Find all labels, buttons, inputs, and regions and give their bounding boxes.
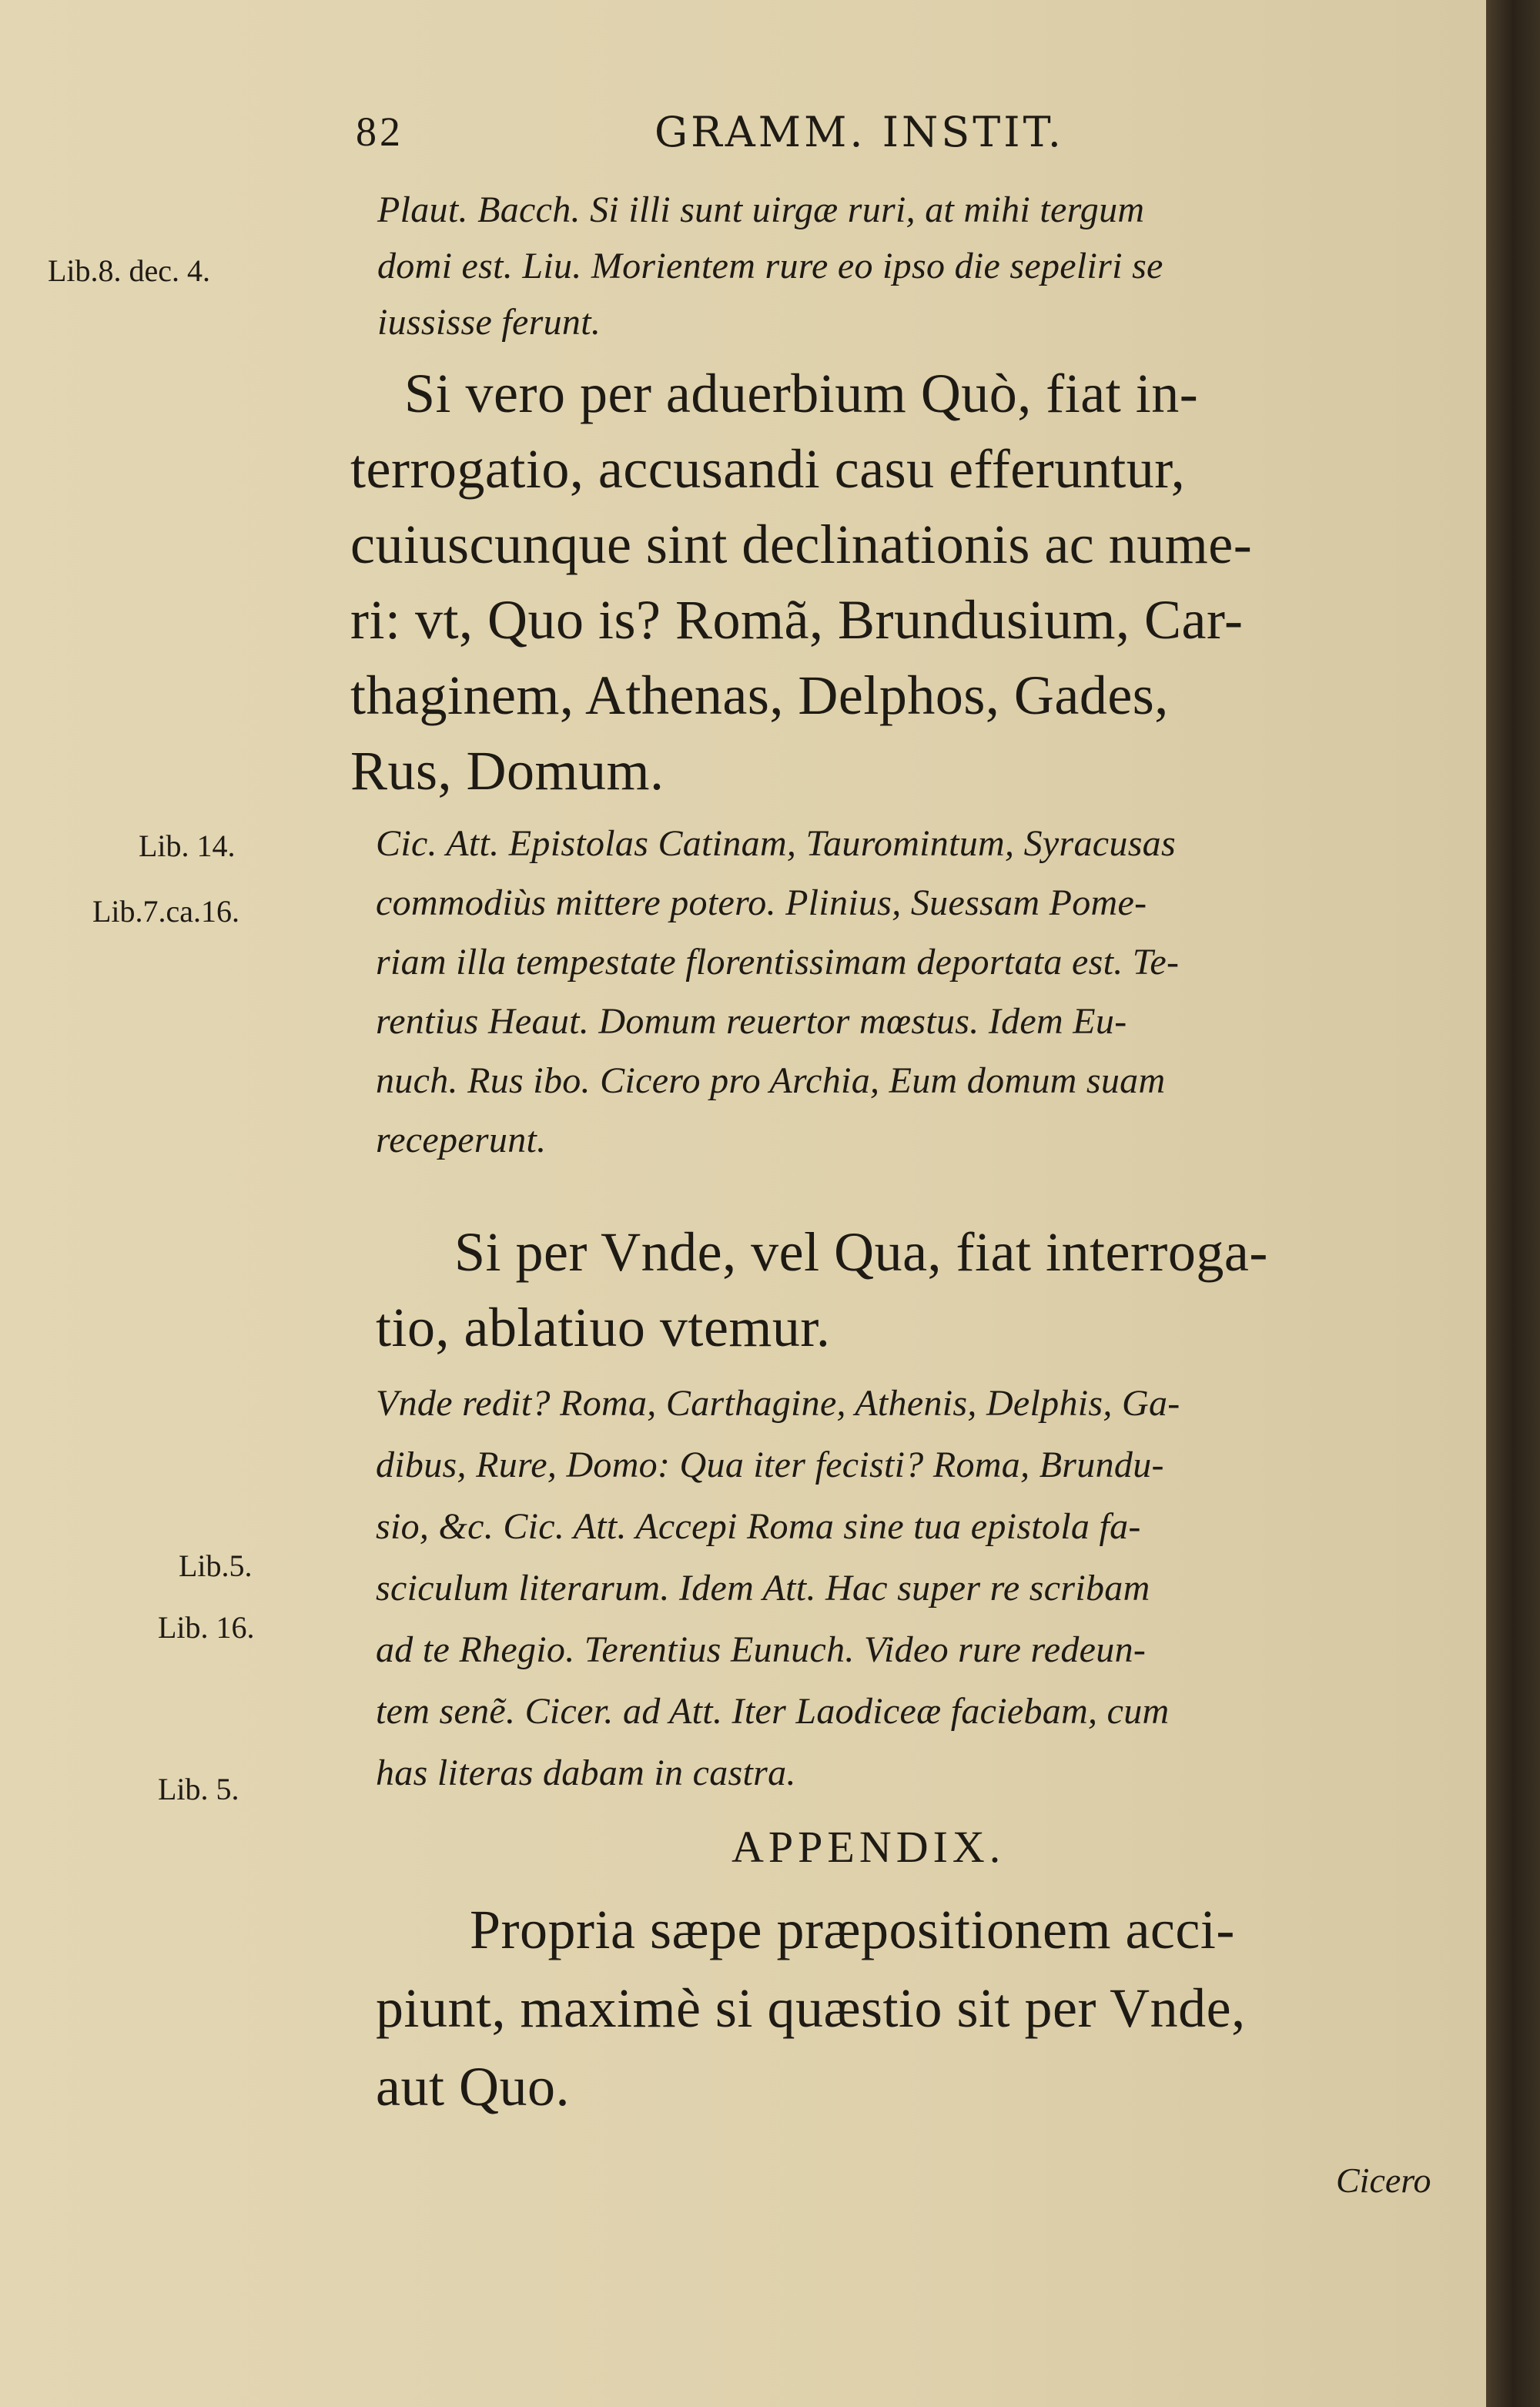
margin-note: Lib. 16. (158, 1610, 255, 1645)
body-line: thaginem, Athenas, Delphos, Gades, (350, 665, 1169, 726)
body-line: Si per Vnde, vel Qua, fiat interroga- (454, 1221, 1268, 1283)
quote-line: tem senẽ. Cicer. ad Att. Iter Laodiceæ faciebam, cum (376, 1691, 1170, 1732)
margin-note: Lib. 14. (139, 829, 236, 863)
quote-line: rentius Heaut. Domum reuertor mœstus. Idem Eu- (376, 1001, 1127, 1042)
body-line: ri: vt, Quo is? Romã, Brundusium, Car- (350, 589, 1244, 651)
running-title: GRAMM. INSTIT. (654, 108, 1064, 156)
quote-line: Plaut. Bacch. Si illi sunt uirgæ ruri, at mihi tergum (377, 189, 1145, 230)
catchword: Cicero (1336, 2161, 1431, 2200)
appendix-line: Propria sæpe præpositionem acci- (470, 1899, 1235, 1960)
quote-line: Vnde redit? Roma, Carthagine, Athenis, Delphis, Ga- (376, 1383, 1180, 1424)
body-line: Si vero per aduerbium Quò, fiat in- (404, 363, 1199, 424)
margin-note: Lib. 5. (158, 1772, 239, 1806)
quote-line: sciculum literarum. Idem Att. Hac super re scribam (376, 1568, 1150, 1609)
appendix-heading: APPENDIX. (732, 1822, 1006, 1872)
margin-note: Lib.7.ca.16. (92, 894, 240, 929)
appendix-line: piunt, maximè si quæstio sit per Vnde, (376, 1977, 1246, 2039)
body-line: tio, ablatiuo vtemur. (376, 1297, 831, 1358)
quote-line: iussisse ferunt. (377, 302, 601, 343)
book-gutter (1486, 0, 1540, 2407)
quote-line: domi est. Liu. Morientem rure eo ipso die sepeliri se (377, 246, 1163, 286)
quote-line: nuch. Rus ibo. Cicero pro Archia, Eum domum suam (376, 1060, 1166, 1101)
quote-line: ad te Rhegio. Terentius Eunuch. Video rure redeun- (376, 1629, 1147, 1670)
quote-line: Cic. Att. Epistolas Catinam, Tauromintum, Syracusas (376, 823, 1176, 864)
quote-line: receperunt. (376, 1120, 547, 1160)
quote-line: commodiùs mittere potero. Plinius, Suessam Pome- (376, 882, 1147, 923)
body-line: cuiuscunque sint declinationis ac nume- (350, 514, 1253, 575)
quote-line: has literas dabam in castra. (376, 1753, 796, 1793)
quote-line: riam illa tempestate florentissimam deportata est. Te- (376, 942, 1180, 983)
appendix-line: aut Quo. (376, 2056, 570, 2117)
quote-line: dibus, Rure, Domo: Qua iter fecisti? Roma, Brundu- (376, 1445, 1164, 1485)
quote-line: sio, &c. Cic. Att. Accepi Roma sine tua epistola fa- (376, 1506, 1141, 1547)
page-number: 82 (356, 109, 403, 155)
body-line: terrogatio, accusandi casu efferuntur, (350, 438, 1186, 500)
margin-note: Lib.8. dec. 4. (48, 253, 211, 288)
margin-note: Lib.5. (179, 1548, 253, 1583)
body-line: Rus, Domum. (350, 740, 665, 802)
